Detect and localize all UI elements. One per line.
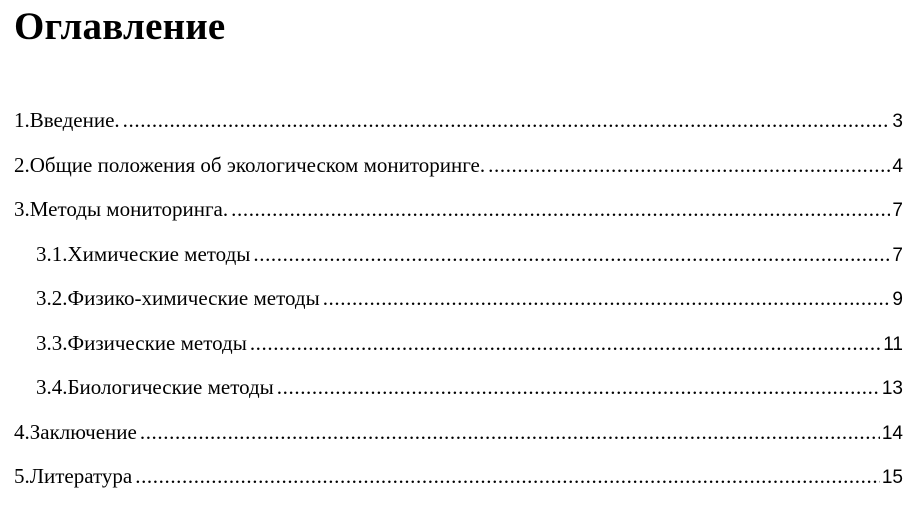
- toc-page-number: 13: [881, 378, 903, 399]
- toc-entry-general-provisions[interactable]: [14, 149, 903, 194]
- toc-page-number: 14: [881, 422, 903, 444]
- toc-page-number: 7: [892, 244, 903, 266]
- toc-entry-label: 1.Введение.: [14, 108, 120, 132]
- toc-entry-physical-methods[interactable]: [14, 327, 903, 372]
- dot-leader: [277, 371, 880, 403]
- dot-leader: [123, 104, 891, 136]
- page-title: Оглавление: [14, 5, 226, 48]
- dot-leader: [140, 416, 880, 448]
- toc-page-number: 15: [881, 467, 903, 488]
- toc-page-number: 9: [892, 289, 903, 310]
- toc-entry-chemical-methods[interactable]: [14, 238, 903, 283]
- dot-leader: [135, 460, 880, 492]
- toc-entry-introduction[interactable]: [14, 104, 903, 149]
- toc-entry-label: 3.3.Физические методы: [36, 330, 247, 355]
- toc-entry-label: 5.Литература: [14, 464, 133, 488]
- toc-entry-label: 2.Общие положения об экологическом мониторинге.: [14, 152, 486, 177]
- toc-entry-literature[interactable]: [14, 460, 903, 505]
- table-of-contents: [14, 104, 903, 505]
- toc-page-number: 4: [892, 155, 903, 177]
- toc-entry-conclusion[interactable]: [14, 416, 903, 461]
- toc-entry-physicochemical-methods[interactable]: [14, 282, 903, 327]
- toc-entry-biological-methods[interactable]: [14, 371, 903, 416]
- toc-page-number: 3: [892, 111, 903, 132]
- dot-leader: [250, 327, 881, 359]
- toc-entry-monitoring-methods[interactable]: [14, 193, 903, 238]
- toc-entry-label: 3.2.Физико-химические методы: [36, 286, 320, 310]
- toc-page-number: 7: [892, 200, 903, 221]
- dot-leader: [253, 238, 890, 270]
- toc-entry-label: 3.4.Биологические методы: [36, 375, 274, 399]
- dot-leader: [488, 149, 890, 181]
- toc-entry-label: 3.1.Химические методы: [36, 241, 251, 266]
- toc-entry-label: 3.Методы мониторинга.: [14, 197, 229, 221]
- toc-entry-label: 4.Заключение: [14, 419, 137, 444]
- toc-page-number: 11: [883, 333, 903, 355]
- dot-leader: [231, 193, 890, 225]
- dot-leader: [323, 282, 891, 314]
